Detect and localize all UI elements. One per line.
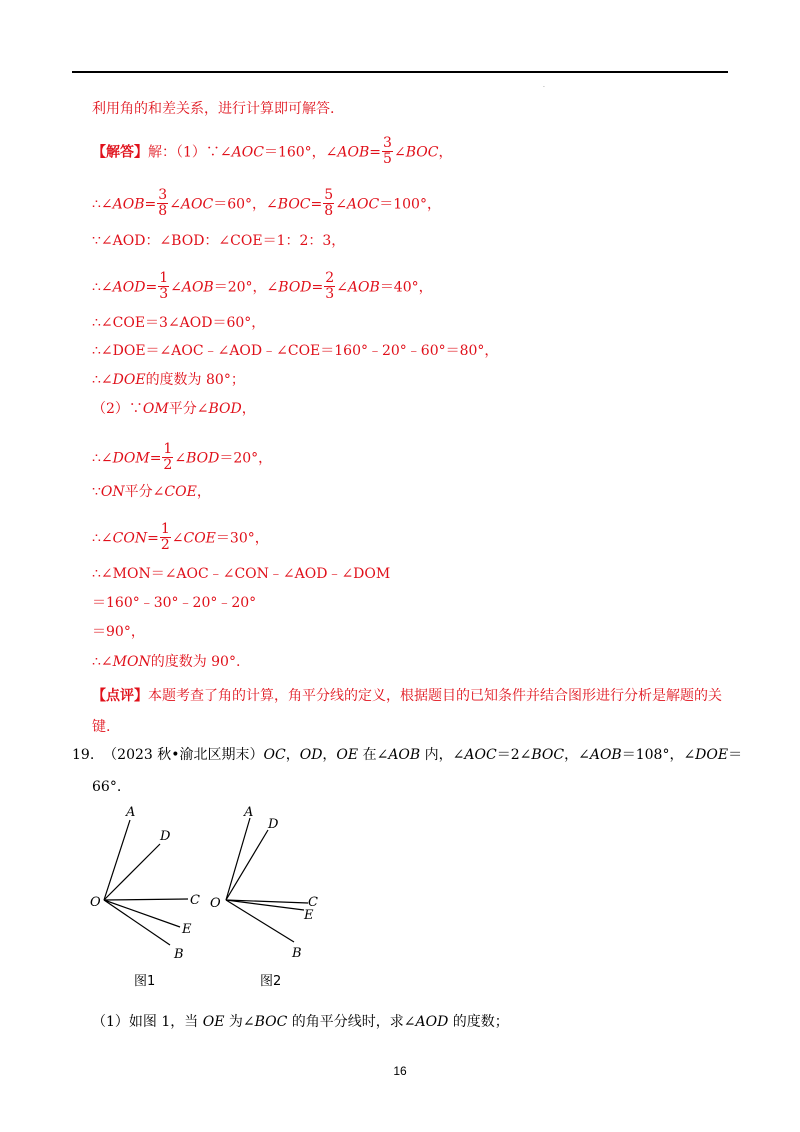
text: ＝20°，	[219, 450, 273, 467]
answer-line-4: ∵∠AOD：∠BOD：∠COE＝1：2：3，	[92, 233, 346, 249]
text: ∴∠	[92, 530, 113, 547]
text: ，	[438, 144, 453, 161]
text: OC	[263, 747, 286, 763]
answer-line-10	[92, 443, 272, 474]
ray-od	[226, 830, 268, 900]
answer-line-15: ＝90°，	[92, 624, 145, 640]
text: MON	[112, 654, 151, 670]
text: ∠	[169, 196, 181, 213]
fraction: $\frac{3}{8}$	[158, 187, 168, 219]
header-dot: ·	[543, 84, 545, 91]
label-c: C	[190, 893, 200, 908]
text: AOC	[231, 144, 264, 161]
question-stem-line-1	[72, 746, 742, 764]
text: =	[147, 530, 159, 547]
label-a: A	[244, 805, 254, 820]
text: OD	[299, 747, 323, 763]
text: =	[369, 144, 382, 161]
text: COE	[183, 530, 216, 547]
text: ∠	[170, 279, 182, 296]
figure-1	[84, 800, 214, 995]
fraction: $\frac{5}{8}$	[324, 187, 334, 219]
answer-line-8	[92, 371, 245, 389]
text: ＝100°，	[379, 196, 441, 213]
text: AOC	[346, 196, 380, 213]
question-source: （2023 秋•渝北区期末）	[103, 747, 264, 763]
fraction: $\frac{3}{5}$	[383, 135, 392, 167]
fraction: $\frac{2}{3}$	[325, 270, 335, 302]
text: 平分∠	[124, 484, 165, 500]
answer-line-3	[92, 189, 441, 220]
text: =	[145, 279, 158, 296]
label-e: E	[182, 922, 192, 937]
label-c: C	[308, 895, 318, 910]
fraction: $\frac{1}{2}$	[160, 521, 170, 553]
text: AOC	[180, 196, 214, 213]
header-rule	[72, 71, 728, 73]
text: =	[144, 196, 157, 213]
answer-line-11	[92, 483, 211, 501]
text: BOD	[186, 450, 220, 467]
page-number: 16	[393, 1064, 407, 1078]
text: OE	[202, 1014, 225, 1030]
text: =	[311, 279, 324, 296]
ray-oa	[104, 820, 130, 900]
answer-line-9	[92, 400, 256, 418]
answer-tag: 【解答】	[92, 144, 148, 161]
fraction: $\frac{1}{3}$	[159, 270, 169, 302]
text: 为∠	[224, 1014, 255, 1030]
answer-line-6: ∴∠COE＝3∠AOD＝60°，	[92, 315, 266, 331]
figure-1-rays	[104, 820, 188, 945]
text: BOD	[278, 279, 312, 296]
text: ∠	[336, 279, 348, 296]
text: ＝2∠	[496, 747, 532, 763]
figure-2-rays	[226, 818, 308, 942]
text: 的度数；	[448, 1014, 509, 1030]
label-b: B	[292, 946, 302, 961]
answer-line-7: ∴∠DOE＝∠AOC﹣∠AOD﹣∠COE＝160°﹣20°﹣60°＝80°，	[92, 343, 499, 359]
text: ON	[100, 484, 125, 500]
text: COE	[164, 484, 197, 500]
text: 的度数为 80°；	[145, 372, 245, 388]
answer-line-2	[92, 137, 452, 168]
text: DOM	[112, 450, 150, 467]
text: 的度数为 90°.	[150, 654, 241, 670]
answer-line-12	[92, 523, 269, 554]
text: ∠	[335, 196, 347, 213]
text: AOD	[415, 1014, 449, 1030]
text: BOC	[531, 747, 565, 763]
text: AOB	[112, 196, 145, 213]
text: AOB	[347, 279, 380, 296]
fraction: $\frac{1}{2}$	[163, 441, 173, 473]
text: ∴∠	[92, 196, 113, 213]
text: ∴∠	[92, 372, 113, 388]
label-b: B	[174, 947, 184, 962]
text: ，	[322, 747, 337, 763]
text: CON	[112, 530, 148, 547]
text: ＝20°，∠	[213, 279, 279, 296]
label-o: O	[90, 895, 101, 910]
text: =	[149, 450, 162, 467]
text: 在∠	[358, 747, 389, 763]
text: AOD	[112, 279, 146, 296]
text: DOE	[695, 747, 729, 763]
answer-line-13: ∴∠MON＝∠AOC﹣∠CON﹣∠AOD﹣∠DOM	[92, 566, 391, 582]
label-d: D	[268, 817, 279, 832]
text: ＝40°，	[379, 279, 433, 296]
ray-oc	[104, 899, 188, 900]
text: ，∠	[564, 747, 590, 763]
text: ＝	[728, 747, 743, 763]
label-o: O	[210, 896, 221, 911]
text: AOC	[464, 747, 497, 763]
ray-od	[104, 844, 160, 900]
answer-line-5	[92, 272, 433, 303]
text: DOE	[112, 372, 146, 388]
ray-oe	[104, 900, 180, 927]
text: 平分∠	[168, 401, 209, 417]
text: ∠	[393, 144, 406, 161]
comment-line-1	[92, 687, 722, 705]
text: BOC	[405, 144, 439, 161]
text: 解：（1）∵∠	[148, 144, 232, 161]
text: AOB	[181, 279, 214, 296]
answer-line-16	[92, 653, 240, 671]
answer-line-14: ＝160°﹣30°﹣20°﹣20°	[92, 595, 257, 611]
ray-oa	[226, 818, 250, 900]
text: BOD	[208, 401, 242, 417]
text: =	[310, 196, 323, 213]
text: ∵	[92, 484, 101, 500]
text: BOC	[277, 196, 311, 213]
text: ∴∠	[92, 279, 113, 296]
text: AOB	[337, 144, 370, 161]
text: ＝60°，∠	[213, 196, 278, 213]
text: OM	[142, 401, 169, 417]
question-stem-line-2: 66°.	[92, 779, 122, 795]
question-number: 19.	[72, 747, 95, 763]
text: ，	[196, 484, 211, 500]
text: （1）如图 1，当	[92, 1014, 203, 1030]
label-a: A	[126, 805, 136, 820]
ray-ob	[104, 900, 170, 945]
question-part-1	[92, 1013, 509, 1031]
label-d: D	[160, 829, 171, 844]
text: ＝160°，∠	[263, 144, 338, 161]
text: ，	[285, 747, 300, 763]
text: AOB	[388, 747, 421, 763]
figure-1-caption: 图1	[134, 974, 156, 989]
comment-line-2: 键.	[92, 719, 111, 735]
text: ∠	[171, 530, 184, 547]
text: ∴∠	[92, 450, 113, 467]
figure-2	[204, 800, 334, 995]
text: AOB	[589, 747, 622, 763]
text: ∴∠	[92, 654, 113, 670]
text: ＝30°，	[215, 530, 269, 547]
text: ＝108°，∠	[621, 747, 696, 763]
text: BOC	[254, 1014, 288, 1030]
comment-tag: 【点评】	[92, 688, 148, 704]
text: OE	[336, 747, 359, 763]
text: ∠	[174, 450, 187, 467]
text: 内，∠	[420, 747, 465, 763]
text: ，	[241, 401, 256, 417]
ray-ob	[226, 900, 294, 942]
text: 本题考查了角的计算，角平分线的定义，根据题目的已知条件并结合图形进行分析是解题的关	[148, 688, 722, 704]
figure-2-caption: 图2	[260, 974, 282, 989]
answer-line-1: 利用角的和差关系，进行计算即可解答.	[92, 101, 335, 117]
text: 的角平分线时，求∠	[287, 1014, 416, 1030]
label-e: E	[304, 908, 314, 923]
text: （2）∵	[92, 401, 143, 417]
